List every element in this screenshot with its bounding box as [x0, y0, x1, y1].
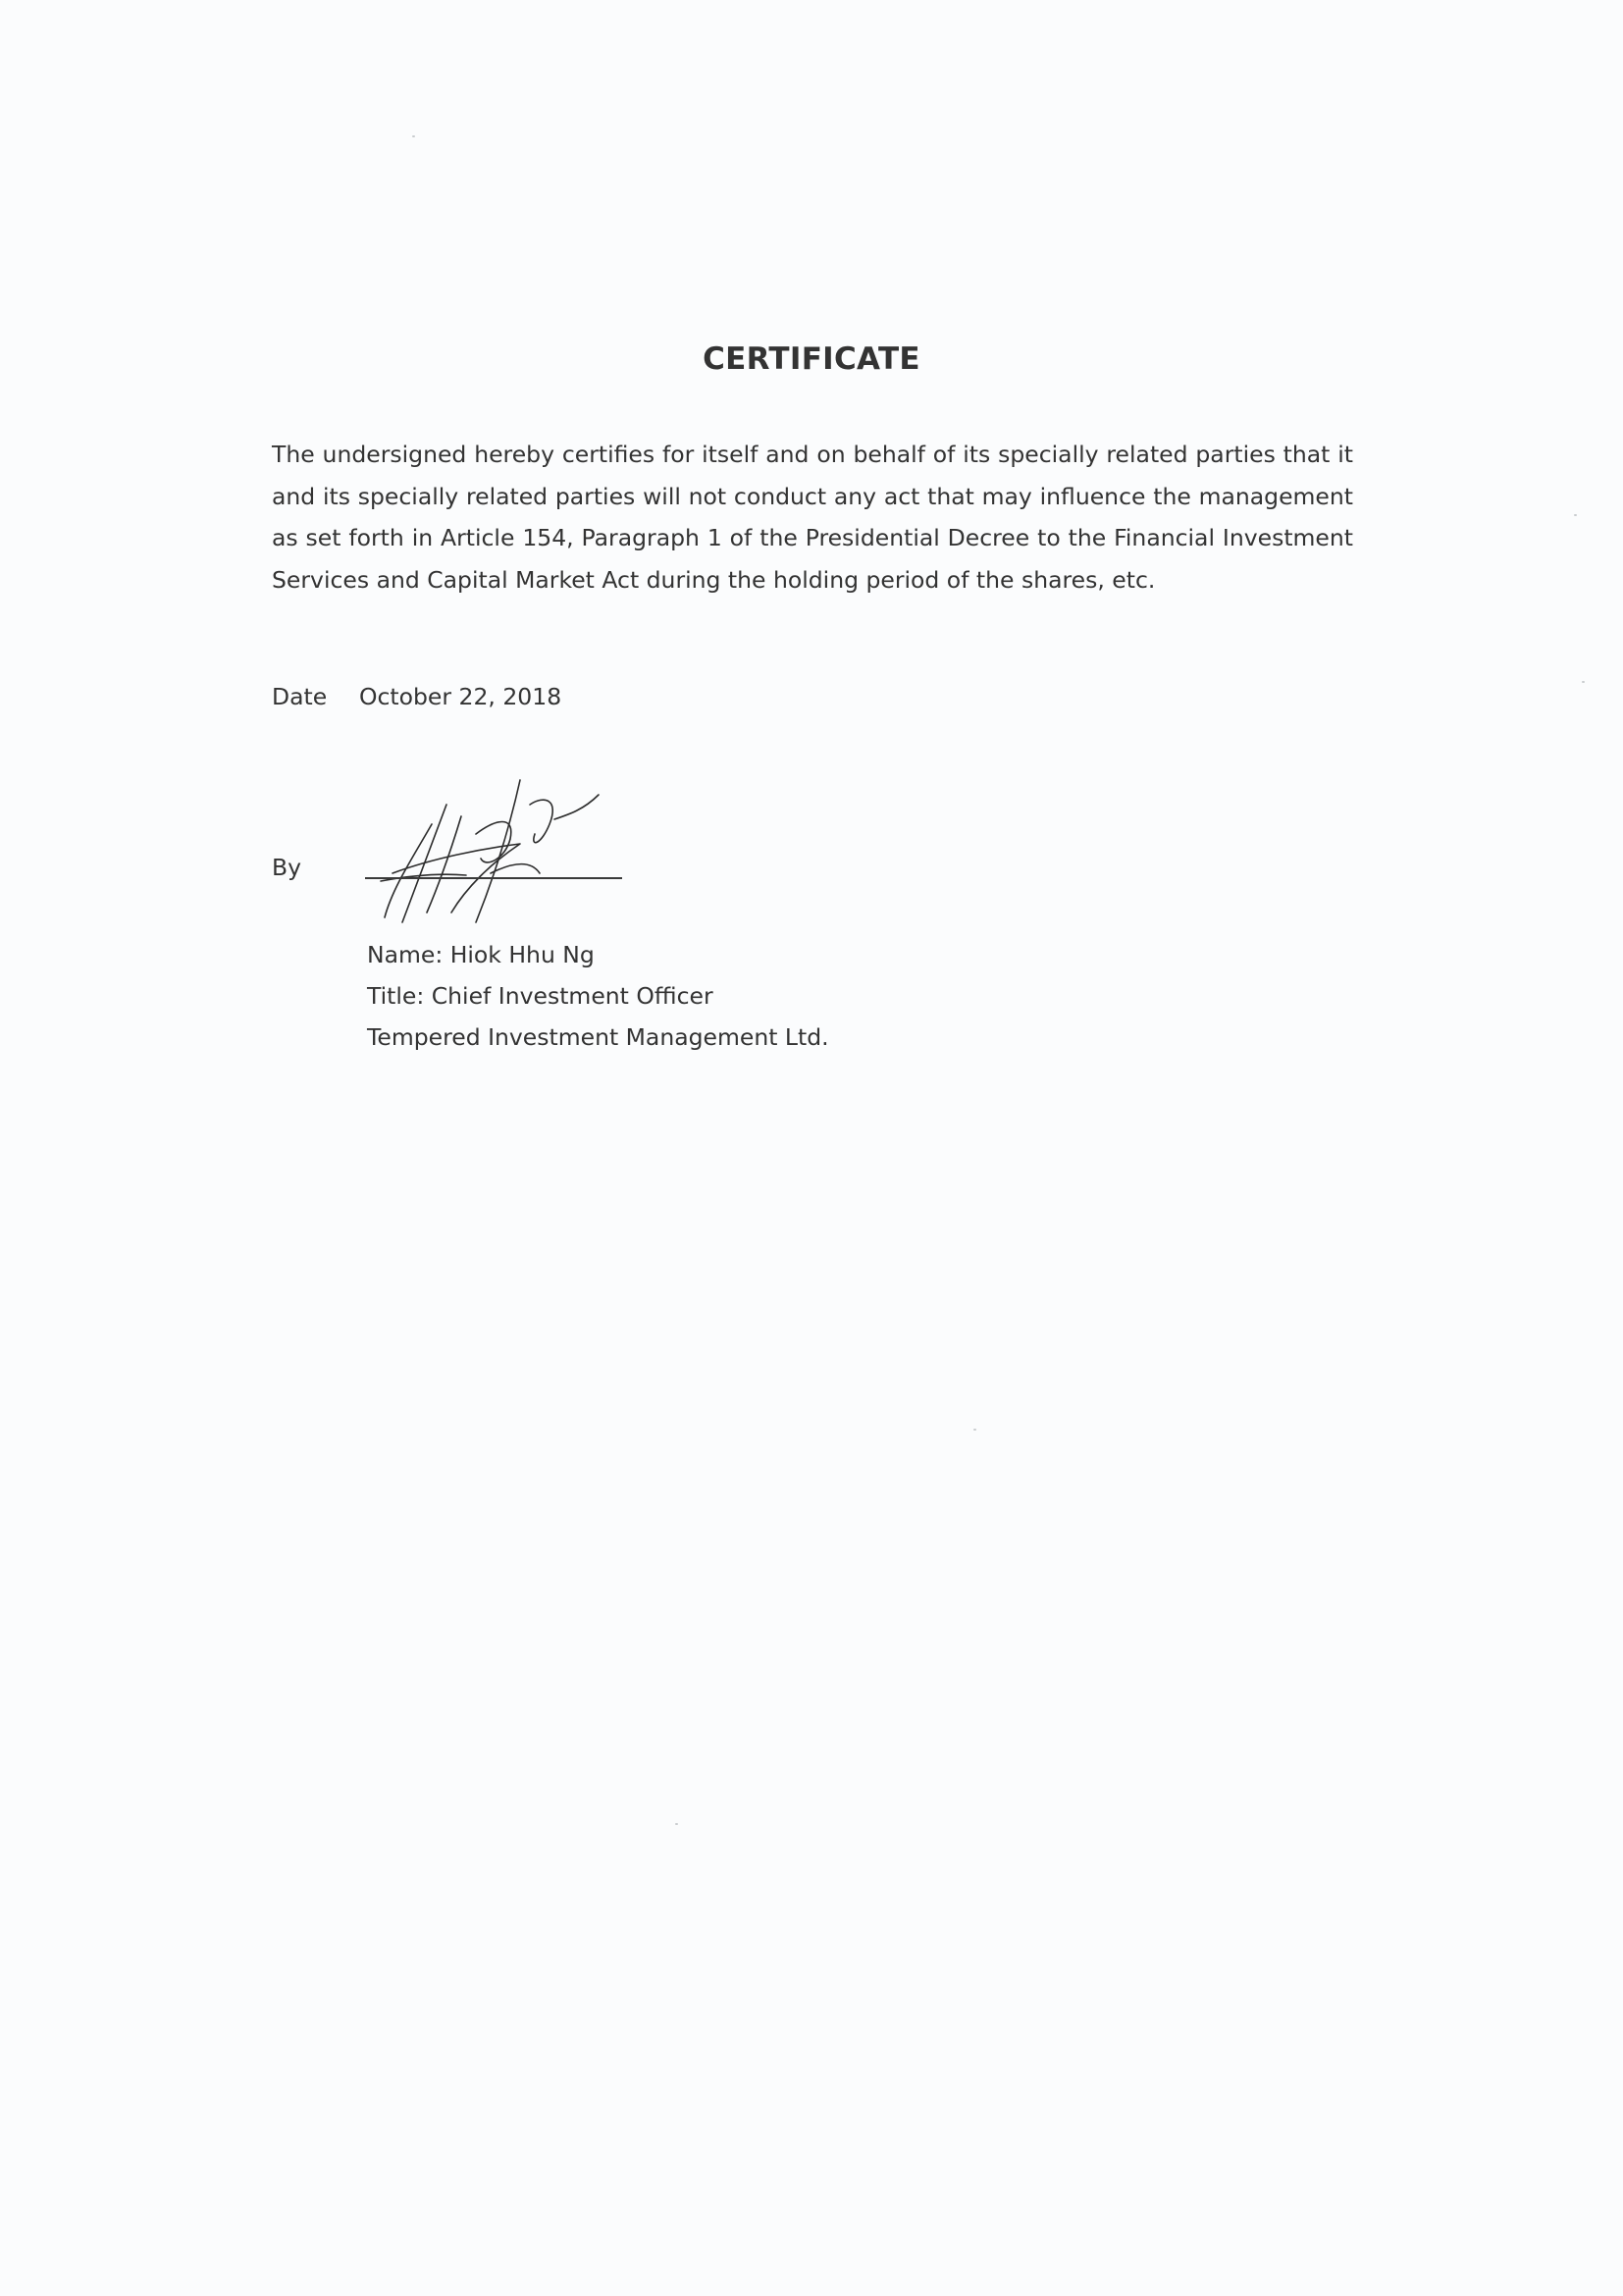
date-value: October 22, 2018	[359, 683, 562, 710]
signature-line	[365, 877, 622, 879]
scan-speck	[1574, 514, 1577, 516]
scan-speck	[412, 135, 415, 137]
by-label: By	[272, 854, 302, 881]
certificate-body: The undersigned hereby certifies for itself and on behalf of its specially related parties that it and its specially related parties will not conduct any act that may influence the management as set forth in Article 154, Paragraph 1 of the Presidential Decree to the Financial Investment Services and Capital Market Act during the holding period of the shares, etc.	[272, 441, 1353, 594]
handwritten-signature	[373, 765, 638, 932]
signatory-company: Tempered Investment Management Ltd.	[367, 1023, 829, 1051]
date-label: Date	[272, 683, 328, 710]
certificate-title: CERTIFICATE	[703, 341, 920, 377]
signatory-block	[367, 934, 829, 1058]
scan-speck	[1582, 681, 1585, 683]
scan-speck	[973, 1429, 976, 1431]
signatory-title: Title: Chief Investment Officer	[367, 982, 713, 1010]
scan-speck	[675, 1823, 678, 1825]
signatory-name: Name: Hiok Hhu Ng	[367, 941, 595, 968]
